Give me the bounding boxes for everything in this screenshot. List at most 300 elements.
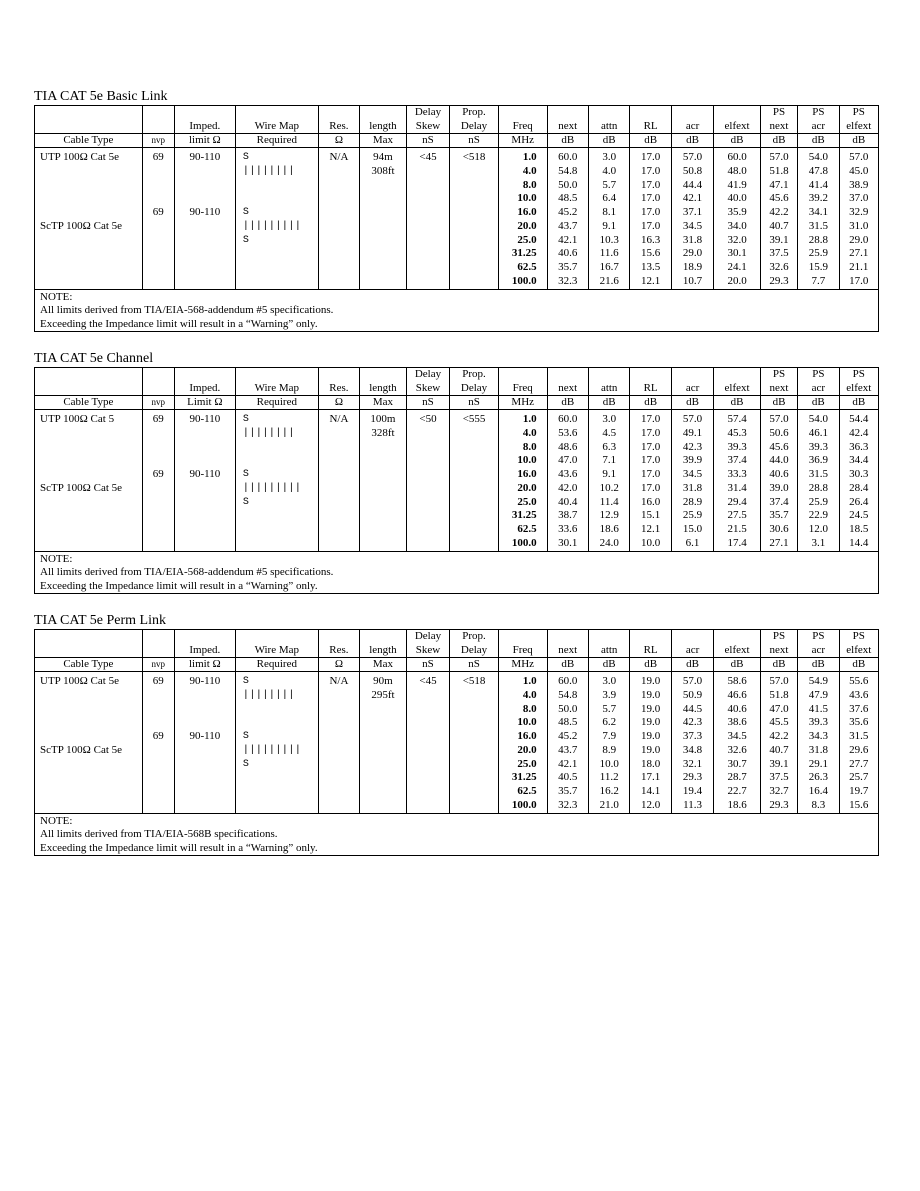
delay-skew-cell: <50: [406, 410, 449, 552]
ps-next-column: [760, 148, 797, 290]
column-header-line: Delay: [460, 119, 488, 132]
ps-next-value: 30.6: [769, 523, 789, 535]
unit-header: dB: [547, 658, 588, 672]
column-header: [588, 368, 629, 396]
column-header-line: length: [369, 381, 397, 394]
acr-value: 34.5: [682, 219, 703, 232]
ps-elfext-value: 42.4: [849, 426, 869, 439]
next-value: 47.0: [558, 454, 578, 467]
unit-header: Required: [235, 396, 318, 410]
ps-next-value: 39.1: [769, 233, 789, 246]
ps-next-value: 42.2: [769, 730, 789, 742]
attn-column: [588, 148, 629, 290]
column-header: [588, 630, 629, 658]
freq-value: 16.0: [517, 730, 537, 742]
column-header-line: PS: [852, 630, 865, 642]
ps-acr-value: 8.3: [811, 798, 826, 811]
unit-header: limit Ω: [174, 134, 235, 148]
ps-next-value: 47.1: [769, 178, 789, 191]
unit-header: dB: [671, 134, 713, 148]
nvp-cell: [142, 148, 174, 290]
ps-next-value: 37.5: [769, 247, 789, 260]
ps-elfext-column: [839, 672, 878, 814]
rl-value: 12.0: [640, 798, 661, 811]
acr-value: 31.8: [682, 233, 703, 246]
column-header-line: acr: [685, 119, 700, 132]
column-header-line: elfext: [846, 381, 872, 394]
elfext-value: 48.0: [727, 164, 747, 177]
note-line: All limits derived from TIA/EIA-568B specifications.: [40, 828, 278, 840]
acr-value: 11.3: [683, 798, 702, 811]
ps-next-value: 39.1: [769, 757, 789, 770]
cable-type-utp: UTP 100Ω Cat 5e: [40, 151, 119, 163]
unit-header: MHz: [498, 396, 547, 410]
column-header: [630, 106, 671, 134]
ps-elfext-value: 26.4: [849, 495, 869, 508]
impedance-value: 90-110: [189, 151, 221, 163]
unit-header: dB: [798, 658, 839, 672]
next-value: 48.6: [558, 440, 578, 453]
rl-value: 19.0: [640, 675, 661, 687]
impedance-cell: [174, 410, 235, 552]
spec-section: [34, 612, 879, 856]
ps-acr-value: 46.1: [808, 426, 828, 439]
acr-value: 18.9: [682, 261, 703, 273]
note-line: Exceeding the Impedance limit will result in a “Warning” only.: [40, 579, 318, 592]
freq-value: 16.0: [517, 206, 537, 218]
column-header: [174, 368, 235, 396]
unit-header: nS: [406, 658, 449, 672]
elfext-column: [714, 148, 761, 290]
elfext-value: 28.7: [727, 771, 747, 784]
rl-value: 17.0: [640, 440, 661, 453]
freq-value: 8.0: [522, 702, 537, 715]
ps-next-value: 40.7: [769, 219, 789, 232]
column-header-line: next: [558, 643, 578, 656]
rl-value: 17.0: [640, 151, 661, 163]
next-value: 32.3: [558, 274, 578, 287]
ps-elfext-value: 29.0: [849, 233, 869, 246]
ps-next-value: 39.0: [769, 481, 789, 494]
column-header-line: acr: [811, 119, 826, 132]
limits-row: [35, 410, 879, 552]
spec-section: [34, 350, 879, 594]
unit-header: Max: [360, 396, 407, 410]
unit-header: nS: [450, 134, 499, 148]
ps-next-value: 51.8: [769, 164, 789, 177]
column-header: [498, 368, 547, 396]
attn-value: 6.4: [602, 192, 617, 205]
unit-header: dB: [760, 658, 797, 672]
freq-value: 62.5: [517, 523, 537, 535]
column-header-line: Skew: [415, 381, 441, 394]
column-header: [547, 630, 588, 658]
ps-elfext-value: 37.6: [849, 702, 869, 715]
rl-value: 17.0: [640, 178, 661, 191]
ps-next-value: 57.0: [769, 675, 789, 687]
ps-next-value: 37.5: [769, 771, 789, 784]
note-row: [35, 813, 879, 856]
freq-value: 100.0: [511, 798, 537, 811]
rl-value: 16.0: [640, 495, 661, 508]
ps-acr-value: 31.5: [808, 219, 828, 232]
attn-column: [588, 672, 629, 814]
ps-elfext-value: 21.1: [849, 261, 869, 273]
acr-value: 57.0: [682, 675, 703, 687]
elfext-column: [714, 672, 761, 814]
next-value: 30.1: [558, 536, 578, 549]
unit-header: dB: [839, 658, 878, 672]
ps-acr-value: 41.4: [808, 178, 828, 191]
column-header: [498, 630, 547, 658]
length-value: 90m: [373, 675, 393, 687]
acr-value: 15.0: [682, 523, 703, 535]
freq-value: 4.0: [522, 688, 537, 701]
wiremap-line: S: [242, 676, 250, 687]
length-value: 295ft: [371, 688, 395, 701]
column-header-line: next: [769, 119, 789, 132]
header-row-1: [35, 106, 879, 134]
ps-acr-value: 54.9: [808, 675, 828, 687]
ps-elfext-value: 25.7: [849, 771, 869, 784]
freq-value: 62.5: [517, 785, 537, 797]
acr-value: 6.1: [685, 536, 700, 549]
wiremap-line: S: [242, 469, 250, 480]
rl-value: 10.0: [640, 536, 661, 549]
next-value: 42.1: [558, 757, 578, 770]
nvp-cell: [142, 672, 174, 814]
ps-elfext-value: 38.9: [849, 178, 869, 191]
unit-header: dB: [714, 396, 761, 410]
ps-acr-value: 29.1: [808, 757, 828, 770]
attn-value: 11.2: [599, 771, 619, 784]
freq-value: 25.0: [517, 233, 537, 246]
ps-acr-value: 47.8: [808, 164, 828, 177]
resistance-cell: N/A: [318, 148, 359, 290]
nvp-value: 69: [152, 468, 164, 480]
unit-header: nvp: [142, 658, 174, 672]
wiremap-line: S: [242, 234, 250, 246]
unit-header: nvp: [142, 134, 174, 148]
next-value: 45.2: [558, 206, 578, 218]
column-header-line: elfext: [724, 119, 750, 132]
unit-header: dB: [714, 134, 761, 148]
spec-table: [34, 629, 879, 856]
length-value: 308ft: [371, 164, 395, 177]
next-value: 38.7: [558, 509, 578, 522]
column-header-line: Freq: [512, 119, 533, 132]
ps-next-column: [760, 672, 797, 814]
next-value: 42.1: [558, 233, 578, 246]
freq-column: [498, 672, 547, 814]
wiremap-line: S: [242, 758, 250, 770]
acr-value: 42.3: [682, 716, 703, 729]
section-title: TIA CAT 5e Basic Link: [34, 89, 168, 104]
unit-header: Ω: [318, 134, 359, 148]
column-header-line: attn: [600, 381, 618, 394]
ps-elfext-column: [839, 148, 878, 290]
column-header: [174, 106, 235, 134]
column-header: [498, 106, 547, 134]
wiremap-line: S: [242, 414, 250, 425]
ps-elfext-value: 31.0: [849, 219, 869, 232]
column-header: [35, 368, 143, 396]
unit-header: MHz: [498, 134, 547, 148]
next-column: [547, 148, 588, 290]
header-row-1: [35, 630, 879, 658]
ps-acr-value: 25.9: [808, 495, 828, 508]
freq-value: 100.0: [511, 274, 537, 287]
column-header: [798, 368, 839, 396]
elfext-value: 34.5: [727, 730, 747, 742]
delay-skew-cell: <45: [406, 672, 449, 814]
column-header: [450, 630, 499, 658]
ps-next-value: 29.3: [769, 274, 789, 287]
column-header: [406, 368, 449, 396]
unit-header: nS: [406, 134, 449, 148]
note-line: All limits derived from TIA/EIA-568-addendum #5 specifications.: [40, 566, 334, 578]
column-header-line: length: [369, 119, 397, 132]
ps-acr-column: [798, 148, 839, 290]
ps-elfext-value: 14.4: [849, 536, 869, 549]
impedance-value: 90-110: [189, 413, 221, 425]
column-header: [318, 630, 359, 658]
note-line: NOTE:: [40, 814, 73, 827]
unit-header: dB: [588, 134, 629, 148]
attn-value: 10.2: [599, 481, 619, 494]
next-value: 45.2: [558, 730, 578, 742]
wiremap-line: |||||||||: [242, 482, 302, 494]
freq-value: 10.0: [517, 454, 537, 467]
column-header-line: PS: [852, 368, 865, 380]
freq-value: 1.0: [522, 675, 537, 687]
attn-value: 7.1: [602, 454, 617, 467]
elfext-value: 21.5: [727, 523, 747, 535]
ps-acr-value: 34.1: [808, 206, 828, 218]
attn-value: 4.0: [602, 164, 617, 177]
acr-value: 29.3: [682, 771, 703, 784]
column-header-line: PS: [772, 368, 786, 380]
ps-elfext-value: 34.4: [849, 454, 869, 467]
attn-value: 24.0: [599, 536, 619, 549]
elfext-value: 24.1: [727, 261, 747, 273]
elfext-value: 31.4: [727, 481, 747, 494]
unit-header: dB: [547, 134, 588, 148]
next-value: 50.0: [558, 178, 578, 191]
next-value: 54.8: [558, 688, 578, 701]
column-header: [671, 630, 713, 658]
column-header-line: acr: [685, 381, 700, 394]
wiremap-line: S: [242, 731, 250, 742]
ps-acr-value: 7.7: [811, 274, 826, 287]
next-value: 54.8: [558, 164, 578, 177]
rl-value: 17.0: [640, 206, 661, 218]
ps-next-value: 35.7: [769, 509, 789, 522]
ps-next-value: 45.6: [769, 440, 789, 453]
length-cell: [360, 410, 407, 552]
elfext-value: 27.5: [727, 509, 747, 522]
elfext-value: 22.7: [727, 785, 747, 797]
ps-elfext-value: 31.5: [849, 730, 869, 742]
note-cell: [35, 289, 879, 332]
spec-table: [34, 105, 879, 332]
impedance-value: 90-110: [189, 206, 221, 218]
rl-value: 18.0: [640, 757, 661, 770]
acr-value: 34.8: [682, 743, 703, 756]
rl-column: [630, 148, 671, 290]
header-row-2: [35, 396, 879, 410]
column-header-line: next: [558, 381, 578, 394]
section-title: TIA CAT 5e Channel: [34, 351, 154, 366]
ps-acr-column: [798, 410, 839, 552]
spec-table: [34, 367, 879, 594]
ps-next-value: 45.6: [769, 192, 789, 205]
freq-value: 4.0: [522, 426, 537, 439]
length-value: 100m: [370, 413, 396, 425]
ps-acr-value: 41.5: [808, 702, 828, 715]
column-header-line: elfext: [846, 643, 872, 656]
ps-acr-value: 25.9: [808, 247, 828, 260]
column-header: [714, 368, 761, 396]
column-header-line: Skew: [415, 119, 441, 132]
next-value: 50.0: [558, 702, 578, 715]
unit-header: Cable Type: [35, 658, 143, 672]
acr-column: [671, 672, 713, 814]
attn-value: 4.5: [602, 426, 617, 439]
ps-acr-value: 26.3: [808, 771, 828, 784]
next-column: [547, 672, 588, 814]
next-value: 35.7: [558, 261, 578, 273]
resistance-cell: N/A: [318, 672, 359, 814]
rl-value: 17.0: [640, 219, 661, 232]
column-header: [798, 630, 839, 658]
ps-elfext-value: 27.1: [849, 247, 869, 260]
ps-elfext-value: 43.6: [849, 688, 869, 701]
column-header-line: length: [369, 643, 397, 656]
column-header: [630, 368, 671, 396]
freq-value: 4.0: [522, 164, 537, 177]
next-value: 43.6: [558, 468, 578, 480]
length-value: 94m: [373, 151, 393, 163]
acr-value: 28.9: [682, 495, 703, 508]
freq-value: 20.0: [517, 219, 537, 232]
rl-value: 17.1: [640, 771, 661, 784]
next-value: 40.5: [558, 771, 578, 784]
unit-header: nS: [450, 658, 499, 672]
acr-value: 42.1: [682, 192, 703, 205]
ps-next-value: 57.0: [769, 151, 789, 163]
column-header-line: Delay: [460, 381, 488, 394]
next-value: 48.5: [558, 192, 578, 205]
elfext-value: 37.4: [727, 454, 747, 467]
freq-value: 8.0: [522, 178, 537, 191]
cable-type-cell: [35, 410, 143, 552]
ps-elfext-value: 29.6: [849, 743, 869, 756]
ps-elfext-value: 30.3: [849, 468, 869, 480]
limits-row: [35, 148, 879, 290]
column-header-line: PS: [812, 106, 825, 118]
ps-elfext-value: 18.5: [849, 523, 869, 535]
column-header-line: next: [558, 119, 578, 132]
unit-header: dB: [671, 658, 713, 672]
rl-value: 19.0: [640, 688, 661, 701]
rl-value: 13.5: [640, 261, 661, 273]
elfext-value: 40.6: [727, 702, 747, 715]
attn-value: 16.7: [599, 261, 619, 273]
attn-value: 8.1: [602, 206, 617, 218]
rl-value: 15.1: [640, 509, 661, 522]
ps-next-value: 50.6: [769, 426, 789, 439]
rl-value: 12.1: [640, 274, 661, 287]
header-row-1: [35, 368, 879, 396]
unit-header: dB: [798, 396, 839, 410]
unit-header: Ω: [318, 658, 359, 672]
column-header: [406, 630, 449, 658]
wiremap-cell: [235, 672, 318, 814]
unit-header: Limit Ω: [174, 396, 235, 410]
unit-header: dB: [798, 134, 839, 148]
acr-value: 25.9: [682, 509, 703, 522]
attn-column: [588, 410, 629, 552]
column-header: [547, 368, 588, 396]
ps-elfext-value: 28.4: [849, 481, 869, 494]
attn-value: 8.9: [602, 743, 617, 756]
acr-value: 34.5: [682, 468, 703, 480]
acr-value: 49.1: [682, 426, 703, 439]
ps-elfext-value: 36.3: [849, 440, 869, 453]
ps-elfext-value: 27.7: [849, 757, 869, 770]
unit-header: Max: [360, 658, 407, 672]
header-row-2: [35, 658, 879, 672]
next-value: 60.0: [558, 675, 578, 687]
wiremap-line: S: [242, 152, 250, 163]
unit-header: dB: [714, 658, 761, 672]
next-value: 32.3: [558, 798, 578, 811]
rl-value: 17.0: [640, 164, 661, 177]
next-value: 53.6: [558, 426, 578, 439]
wiremap-sctp: [243, 730, 316, 771]
ps-acr-value: 34.3: [808, 730, 828, 742]
elfext-value: 57.4: [727, 413, 747, 425]
ps-elfext-value: 54.4: [849, 413, 869, 425]
unit-header: Cable Type: [35, 396, 143, 410]
next-value: 60.0: [558, 151, 578, 163]
unit-header: dB: [839, 134, 878, 148]
freq-value: 1.0: [522, 413, 537, 425]
elfext-value: 40.0: [727, 192, 747, 205]
column-header: [760, 368, 797, 396]
impedance-value: 90-110: [189, 675, 221, 687]
column-header: [174, 630, 235, 658]
column-header: [839, 630, 878, 658]
ps-next-value: 40.7: [769, 743, 789, 756]
elfext-value: 58.6: [727, 675, 747, 687]
column-header: [714, 106, 761, 134]
column-header-line: attn: [600, 119, 618, 132]
next-value: 48.5: [558, 716, 578, 729]
attn-value: 5.7: [602, 702, 617, 715]
attn-value: 12.9: [599, 509, 619, 522]
cable-type-utp: UTP 100Ω Cat 5: [40, 413, 115, 425]
ps-acr-value: 47.9: [808, 688, 828, 701]
prop-delay-cell: <518: [450, 148, 499, 290]
length-cell: [360, 672, 407, 814]
column-header-line: Wire Map: [254, 643, 300, 656]
ps-elfext-value: 17.0: [849, 274, 869, 287]
freq-value: 100.0: [511, 536, 537, 549]
nvp-value: 69: [152, 413, 164, 425]
rl-value: 17.0: [640, 413, 661, 425]
